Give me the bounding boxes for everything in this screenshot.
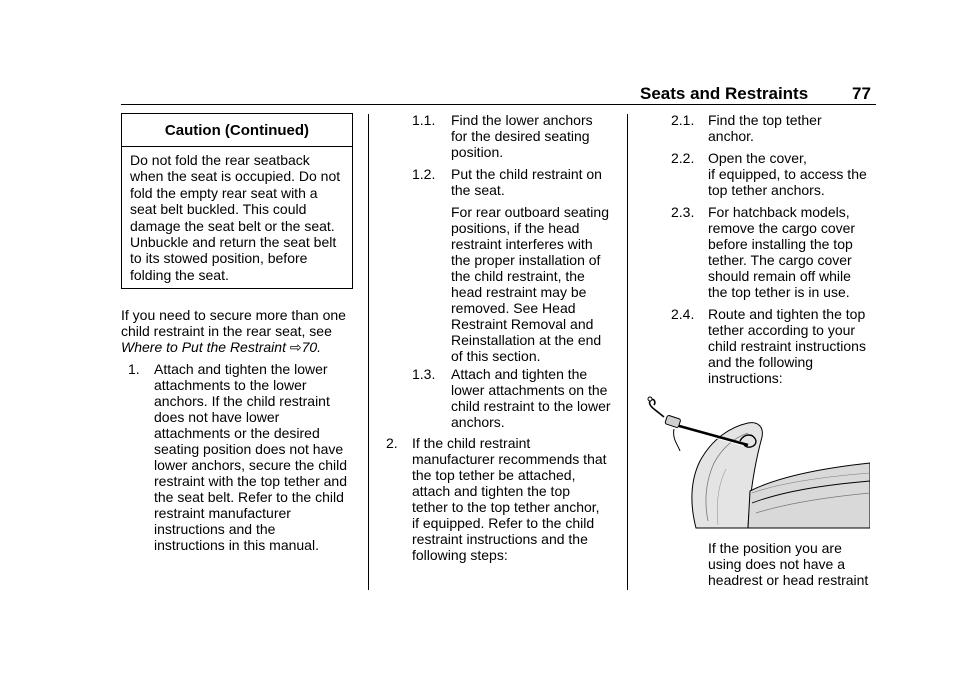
note-line: of this section. [451, 348, 541, 364]
step-line: manufacturer recommends that [412, 451, 607, 467]
step-number: 2.2. [671, 150, 695, 166]
cross-reference-title: Where to Put the Restraint [121, 339, 286, 355]
step-line: If the child restraint [412, 435, 531, 451]
step-line: restraint manufacturer [154, 505, 291, 521]
step-line: anchor. [708, 128, 754, 144]
step-number: 1.3. [412, 366, 436, 382]
step-line: Open the cover, [708, 150, 807, 166]
step-line: tether to the top tether anchor, [412, 499, 600, 515]
step-line: tether. The cargo cover [708, 252, 852, 268]
column-divider [627, 114, 628, 590]
caution-box [121, 113, 353, 289]
column-divider [368, 114, 369, 590]
caution-line: seat belt buckled. This could [130, 201, 307, 218]
note-line: positions, if the head [451, 220, 580, 236]
step-line: Route and tighten the top [708, 306, 866, 322]
step-line: restraint instructions and the [412, 531, 588, 547]
step-line: following steps: [412, 547, 508, 563]
step-line: if equipped. Refer to the child [412, 515, 595, 531]
step-line: if equipped, to access the [708, 166, 867, 182]
step-1-1-text [451, 112, 593, 160]
step-line: position. [451, 144, 504, 160]
step-line: the seat belt. Refer to the child [154, 489, 344, 505]
step-line: remove the cargo cover [708, 220, 856, 236]
step-line: anchors. If the child restraint [154, 393, 330, 409]
step-2-2-text [708, 150, 867, 198]
note-line: the child restraint, the [451, 268, 585, 284]
step-line: the top tether is in use. [708, 284, 850, 300]
step-line: for the desired seating [451, 128, 590, 144]
step-line: the top tether be attached, [412, 467, 576, 483]
step-number: 1. [128, 361, 140, 377]
step-line: seating position does not have [154, 441, 344, 457]
step-number: 2. [386, 435, 398, 451]
step-line: attachments to the lower [154, 377, 307, 393]
step-line: lower attachments on the [451, 382, 608, 398]
note-line: restraint interferes with [451, 236, 593, 252]
step-1-text [154, 361, 347, 553]
note-line: For rear outboard seating [451, 204, 609, 220]
step-line: child restraint instructions [708, 338, 866, 354]
step-1-3-text [451, 366, 611, 430]
step-2-3-text [708, 204, 855, 300]
body-line: If you need to secure more than one [121, 307, 346, 323]
caution-line: to its stowed position, before [130, 250, 308, 267]
step-line: Find the lower anchors [451, 112, 593, 128]
step-number: 2.1. [671, 112, 695, 128]
note-line: removed. See Head [451, 300, 576, 316]
step-1-2-text [451, 166, 602, 198]
caution-line: when the seat is occupied. Do not [130, 168, 341, 185]
section-title: Seats and Restraints [640, 84, 809, 103]
step-line: attach and tighten the top [412, 483, 571, 499]
step-line: lower anchors, secure the child [154, 457, 347, 473]
caution-line: folding the seat. [130, 266, 229, 283]
page-ref-arrow-icon: ⇨ [289, 339, 302, 355]
step-line: Attach and tighten the lower [154, 361, 328, 377]
note-line: Restraint Removal and [451, 316, 594, 332]
post-figure-text [708, 540, 868, 588]
step-line: the seat. [451, 182, 505, 198]
caution-title: Caution (Continued) [122, 114, 352, 147]
step-line: top tether anchors. [708, 182, 825, 198]
step-1-2-note [451, 204, 609, 364]
cross-reference-page: 70 [301, 339, 318, 355]
step-line: does not have lower [154, 409, 280, 425]
top-tether-illustration [644, 393, 870, 529]
step-2-4-text [708, 306, 866, 386]
step-line: instructions and the [154, 521, 276, 537]
step-number: 1.2. [412, 166, 436, 182]
caution-line: damage the seat belt or the seat. [130, 217, 335, 234]
note-line: the proper installation of [451, 252, 601, 268]
step-number: 2.4. [671, 306, 695, 322]
intro-paragraph [121, 307, 346, 355]
step-2-1-text [708, 112, 822, 144]
body-line: using does not have a [708, 556, 845, 572]
step-line: attachments or the desired [154, 425, 320, 441]
note-line: head restraint may be [451, 284, 587, 300]
step-line: anchors. [451, 414, 505, 430]
note-line: Reinstallation at the end [451, 332, 602, 348]
step-number: 1.1. [412, 112, 436, 128]
page-number: 77 [852, 84, 871, 103]
step-2-text [412, 435, 607, 563]
step-line: should remain off while [708, 268, 851, 284]
caution-body [130, 152, 352, 283]
step-line: before installing the top [708, 236, 853, 252]
step-line: restraint with the top tether and [154, 473, 347, 489]
header-rule [121, 104, 876, 105]
caution-line: Do not fold the rear seatback [130, 152, 310, 168]
caution-line: Unbuckle and return the seat belt [130, 234, 337, 251]
step-line: Put the child restraint on [451, 166, 602, 182]
step-line: instructions: [708, 370, 783, 386]
body-line: child restraint in the rear seat, see [121, 323, 332, 339]
step-line: Attach and tighten the [451, 366, 588, 382]
cross-reference[interactable]: Where to Put the Restraint ⇨70. [121, 339, 322, 355]
step-line: child restraint to the lower [451, 398, 611, 414]
step-number: 2.3. [671, 204, 695, 220]
step-line: tether according to your [708, 322, 856, 338]
body-line: headrest or head restraint [708, 572, 869, 588]
step-line: Find the top tether [708, 112, 822, 128]
step-line: For hatchback models, [708, 204, 850, 220]
step-line: instructions in this manual. [154, 537, 319, 553]
caution-line: fold the empty rear seat with a [130, 184, 318, 201]
step-line: and the following [708, 354, 814, 370]
body-line: If the position you are [708, 540, 842, 556]
